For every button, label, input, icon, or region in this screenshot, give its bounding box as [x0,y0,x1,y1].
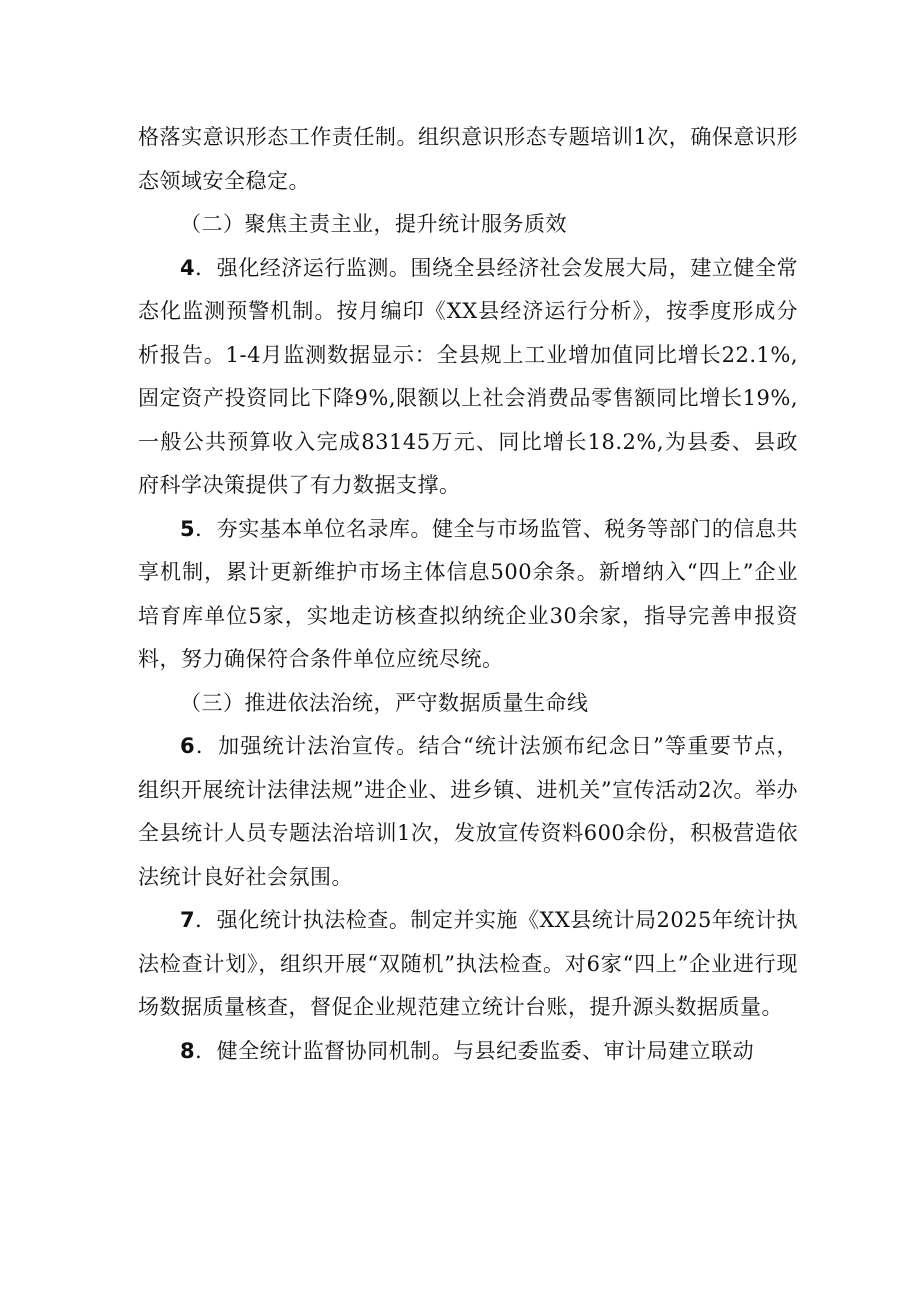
paragraph-text: ．强化统计执法检查。制定并实施《XX县统计局2025年统计执法检查计划》，组织开展“双随机”执法检查。对6家“四上”企业进行现场数据质量核查，督促企业规范建立统计台账，提升源头数据质量。 [138,908,798,1019]
item-number: 8 [180,1038,196,1063]
paragraph-item-7 [138,899,798,1030]
paragraph-text: ．强化经济运行监测。围绕全县经济社会发展大局，建立健全常态化监测预警机制。按月编印《XX县经济运行分析》，按季度形成分析报告。1-4月监测数据显示：全县规上工业增加值同比增长22.1%,固定资产投资同比下降9%,限额以上社会消费品零售额同比增长19%,一般公共预算收入完成83145万元、同比增长18.2%,为县委、县政府科学决策提供了有力数据支撑。 [138,255,798,497]
item-number: 7 [180,908,196,932]
paragraph-text: ．夯实基本单位名录库。健全与市场监管、税务等部门的信息共享机制，累计更新维护市场主体信息500余条。新增纳入“四上”企业培育库单位5家，实地走访核查拟纳统企业30余家，指导完善申报资料，努力确保符合条件单位应统尽统。 [138,516,798,671]
paragraph-item-5 [138,508,798,682]
paragraph-text: ．加强统计法治宣传。结合“统计法颁布纪念日”等重要节点，组织开展统计法律法规”进企业、进乡镇、进机关”宣传活动2次。举办全县统计人员专题法治培训1次，发放宣传资料600余份，积极营造依法统计良好社会氛围。 [138,734,798,889]
paragraph-item-4 [138,247,798,508]
paragraph-text: 格落实意识形态工作责任制。组织意识形态专题培训1次，确保意识形态领域安全稳定。 [138,125,798,193]
item-number: 5 [180,516,196,541]
paragraph-continuation [138,116,798,203]
document-body [138,116,798,1073]
section-heading-text: （三）推进依法治统，严守数据质量生命线 [180,690,589,715]
section-heading-text: （二）聚焦主责主业，提升统计服务质效 [180,212,567,236]
item-number: 6 [180,734,196,758]
section-heading-3 [138,682,798,726]
paragraph-item-6 [138,725,798,899]
item-number: 4 [180,255,196,280]
paragraph-text: ．健全统计监督协同机制。与县纪委监委、审计局建立联动 [195,1038,755,1063]
paragraph-item-8 [138,1030,798,1074]
section-heading-2 [138,203,798,247]
